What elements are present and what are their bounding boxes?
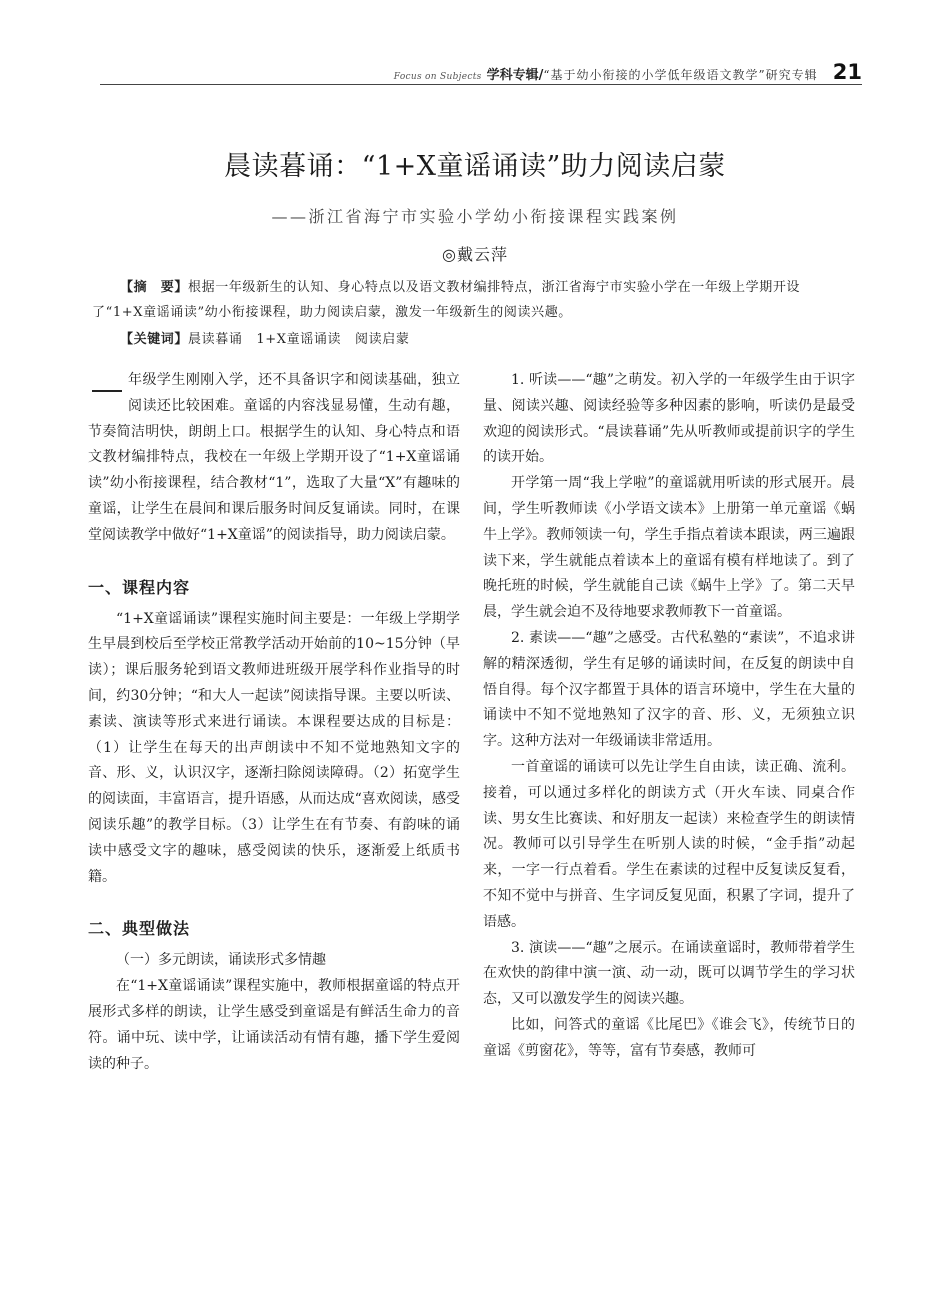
body-paragraph: 3. 演读——“趣”之展示。在诵读童谣时，教师带着学生在欢快的韵律中演一演、动一动，既可以调节学生的学习状态，又可以激发学生的阅读兴趣。 [483, 939, 855, 1008]
article-title: 晨读暮诵：“1+X童谣诵读”助力阅读启蒙 [224, 151, 726, 182]
running-header [100, 60, 862, 85]
keyword: 阅读启蒙 [355, 332, 410, 347]
subsection-heading-1: （一）多元朗读，诵读形式多情趣 [116, 952, 326, 969]
author-byline: ◎戴云萍 [442, 245, 508, 264]
drop-cap-dash [92, 390, 122, 392]
subsection1-paragraph: 在“1+X童谣诵读”课程实施中，教师根据童谣的特点开展形式多样的朗读，让学生感受到童谣是有鲜活生命力的音符。诵中玩、读中学，让诵读活动有情有趣，播下学生爱阅读的种子。 [88, 978, 460, 1072]
right-column [483, 368, 855, 1065]
drop-cap [88, 368, 128, 408]
section-heading-1: 一、课程内容 [88, 577, 191, 597]
topic-label: “基于幼小衔接的小学低年级语文教学”研究专辑 [543, 68, 818, 82]
intro-text: 年级学生刚刚入学，还不具备识字和阅读基础，独立阅读还比较困难。童谣的内容浅显易懂，生动有趣，节奏简洁明快，朗朗上口。根据学生的认知、身心特点和语文教材编排特点，我校在一年级上学期开设了“1+X童谣诵读”幼小衔接课程，结合教材“1”，选取了大量“X”有趣味的童谣，让学生在晨间和课后服务时间反复诵读。同时，在课堂阅读教学中做好“1+X童谣”的阅读指导，助力阅读启蒙。 [88, 372, 460, 543]
keywords-label: 【关键词】 [120, 332, 189, 347]
left-column [88, 368, 460, 1077]
abstract-label: 【摘 要】 [120, 280, 189, 295]
section-heading-2: 二、典型做法 [88, 919, 191, 939]
keyword: 晨读暮诵 [188, 332, 243, 347]
intro-paragraph [88, 368, 460, 549]
keywords [120, 329, 850, 351]
focus-label: Focus on Subjects [393, 72, 482, 82]
abstract [92, 275, 850, 325]
body-paragraph: 2. 素读——“趣”之感受。古代私塾的“素读”，不追求讲解的精深透彻，学生有足够的诵读时间，在反复的朗读中自悟自得。每个汉字都置于具体的语言环境中，学生在大量的诵读中不知不觉地熟知了汉字的音、形、义，无须独立识字。这种方法对一年级诵读非常适用。 [483, 629, 855, 750]
article-subtitle: ——浙江省海宁市实验小学幼小衔接课程实践案例 [271, 207, 679, 226]
body-paragraph: 1. 听读——“趣”之萌发。初入学的一年级学生由于识字量、阅读兴趣、阅读经验等多种因素的影响，听读仍是最受欢迎的阅读形式。“晨读暮诵”先从听教师或提前识字的学生的读开始。 [483, 372, 855, 466]
body-paragraph: 开学第一周“我上学啦”的童谣就用听读的形式展开。晨间，学生听教师读《小学语文读本》上册第一单元童谣《蜗牛上学》。教师领读一句，学生手指点着读本跟读，两三遍跟读下来，学生就能点着读本上的童谣有模有样地读了。到了晚托班的时候，学生就能自己读《蜗牛上学》了。第二天早晨，学生就会迫不及待地要求教师教下一首童谣。 [483, 475, 855, 621]
body-paragraph: 比如，问答式的童谣《比尾巴》《谁会飞》，传统节日的童谣《剪窗花》，等等，富有节奏感，教师可 [483, 1016, 855, 1059]
body-paragraph: 一首童谣的诵读可以先让学生自由读，读正确、流利。接着，可以通过多样化的朗读方式（开火车读、同桌合作读、男女生比赛读、和好朋友一起读）来检查学生的朗读情况。教师可以引导学生在听别人读的时候，“金手指”动起来，一字一行点着看。学生在素读的过程中反复读反复看，不知不觉中与拼音、生字词反复见面，积累了字词，提升了语感。 [483, 758, 855, 930]
abstract-text: 根据一年级新生的认知、身心特点以及语文教材编排特点，浙江省海宁市实验小学在一年级上学期开设了“1+X童谣诵读”幼小衔接课程，助力阅读启蒙，激发一年级新生的阅读兴趣。 [92, 280, 801, 320]
page-number: 21 [832, 60, 862, 84]
keyword: 1+X童谣诵读 [256, 332, 342, 347]
subject-label: 学科专辑/ [486, 68, 544, 83]
section1-paragraph: “1+X童谣诵读”课程实施时间主要是：一年级上学期学生早晨到校后至学校正常教学活动开始前的10~15分钟（早读）；课后服务轮到语文教师进班级开展学科作业指导的时间，约30分钟；“和大人一起读”阅读指导课。主要以听读、素读、演读等形式来进行诵读。本课程要达成的目标是：（1）让学生在每天的出声朗读中不知不觉地熟知文字的音、形、义，认识汉字，逐渐扫除阅读障碍。（2）拓宽学生的阅读面，丰富语言，提升语感，从而达成“喜欢阅读，感受阅读乐趣”的教学目标。（3）让学生在有节奏、有韵味的诵读中感受文字的趣味，感受阅读的快乐，逐渐爱上纸质书籍。 [88, 610, 460, 885]
